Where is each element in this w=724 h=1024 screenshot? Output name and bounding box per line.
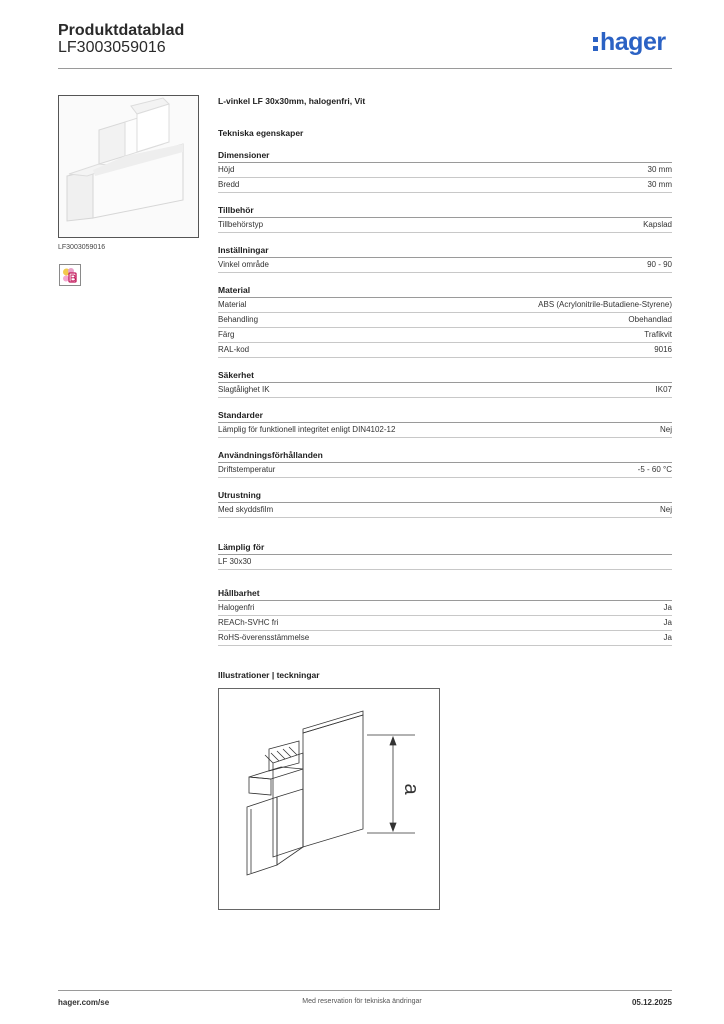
section-sustainability (218, 588, 672, 646)
section-operating-conditions (218, 450, 672, 478)
product-description: L-vinkel LF 30x30mm, halogenfri, Vit (218, 96, 366, 106)
spec-row: RoHS-överensstämmelse Ja (218, 631, 672, 646)
spec-row: Slagtålighet IK IK07 (218, 383, 672, 398)
spec-row: Höjd 30 mm (218, 163, 672, 178)
spec-row: Behandling Obehandlad (218, 313, 672, 328)
spec-row: Lämplig för funktionell integritet enligt DIN4102-12 Nej (218, 423, 672, 438)
spec-row: Färg Trafikvit (218, 328, 672, 343)
header-divider (58, 68, 672, 69)
section-heading: Lämplig för (218, 542, 672, 555)
product-code: LF3003059016 (58, 39, 166, 56)
footer-date: 05.12.2025 (631, 998, 672, 1007)
product-image (58, 95, 199, 238)
spec-row: Halogenfri Ja (218, 601, 672, 616)
l-angle-product-icon (59, 96, 198, 237)
section-dimensions (218, 150, 672, 193)
logo-text: hager (600, 27, 666, 56)
spec-row: Tillbehörstyp Kapslad (218, 218, 672, 233)
l-angle-drawing-icon (219, 689, 439, 909)
section-heading: Säkerhet (218, 370, 672, 383)
page-title: Produktdatablad (58, 22, 185, 39)
section-equipment (218, 490, 672, 518)
tech-properties-heading: Tekniska egenskaper (218, 128, 304, 138)
spec-row: Material ABS (Acrylonitrile-Butadiene-Styrene) (218, 298, 672, 313)
image-caption: LF3003059016 (58, 244, 106, 251)
spec-row: Med skyddsfilm Nej (218, 503, 672, 518)
spec-row: LF 30x30 (218, 555, 672, 570)
spec-row: REACh-SVHC fri Ja (218, 616, 672, 631)
section-safety (218, 370, 672, 398)
section-standards (218, 410, 672, 438)
product-datasheet-content (218, 90, 672, 910)
section-accessories (218, 205, 672, 233)
section-material (218, 285, 672, 358)
footer-divider (58, 990, 672, 991)
spec-row: RAL-kod 9016 (218, 343, 672, 358)
recyclable-material-icon (59, 264, 81, 286)
section-heading: Inställningar (218, 245, 672, 258)
dimension-label: a (400, 783, 422, 795)
footer-website: hager.com/se (58, 998, 110, 1007)
section-heading: Material (218, 285, 672, 298)
section-heading: Standarder (218, 410, 672, 423)
illustrations-heading: Illustrationer | teckningar (218, 670, 320, 680)
spec-row: Driftstemperatur -5 - 60 °C (218, 463, 672, 478)
section-heading: Utrustning (218, 490, 672, 503)
section-heading: Hållbarhet (218, 588, 672, 601)
section-settings (218, 245, 672, 273)
section-suitable-for (218, 542, 672, 570)
hager-logo (593, 28, 666, 56)
footer-disclaimer: Med reservation för tekniska ändringar (302, 998, 422, 1005)
technical-drawing (218, 688, 440, 910)
section-heading: Tillbehör (218, 205, 672, 218)
spec-row: Vinkel område 90 - 90 (218, 258, 672, 273)
section-heading: Användningsförhållanden (218, 450, 672, 463)
section-heading: Dimensioner (218, 150, 672, 163)
logo-dots-icon (593, 37, 598, 51)
spec-row: Bredd 30 mm (218, 178, 672, 193)
